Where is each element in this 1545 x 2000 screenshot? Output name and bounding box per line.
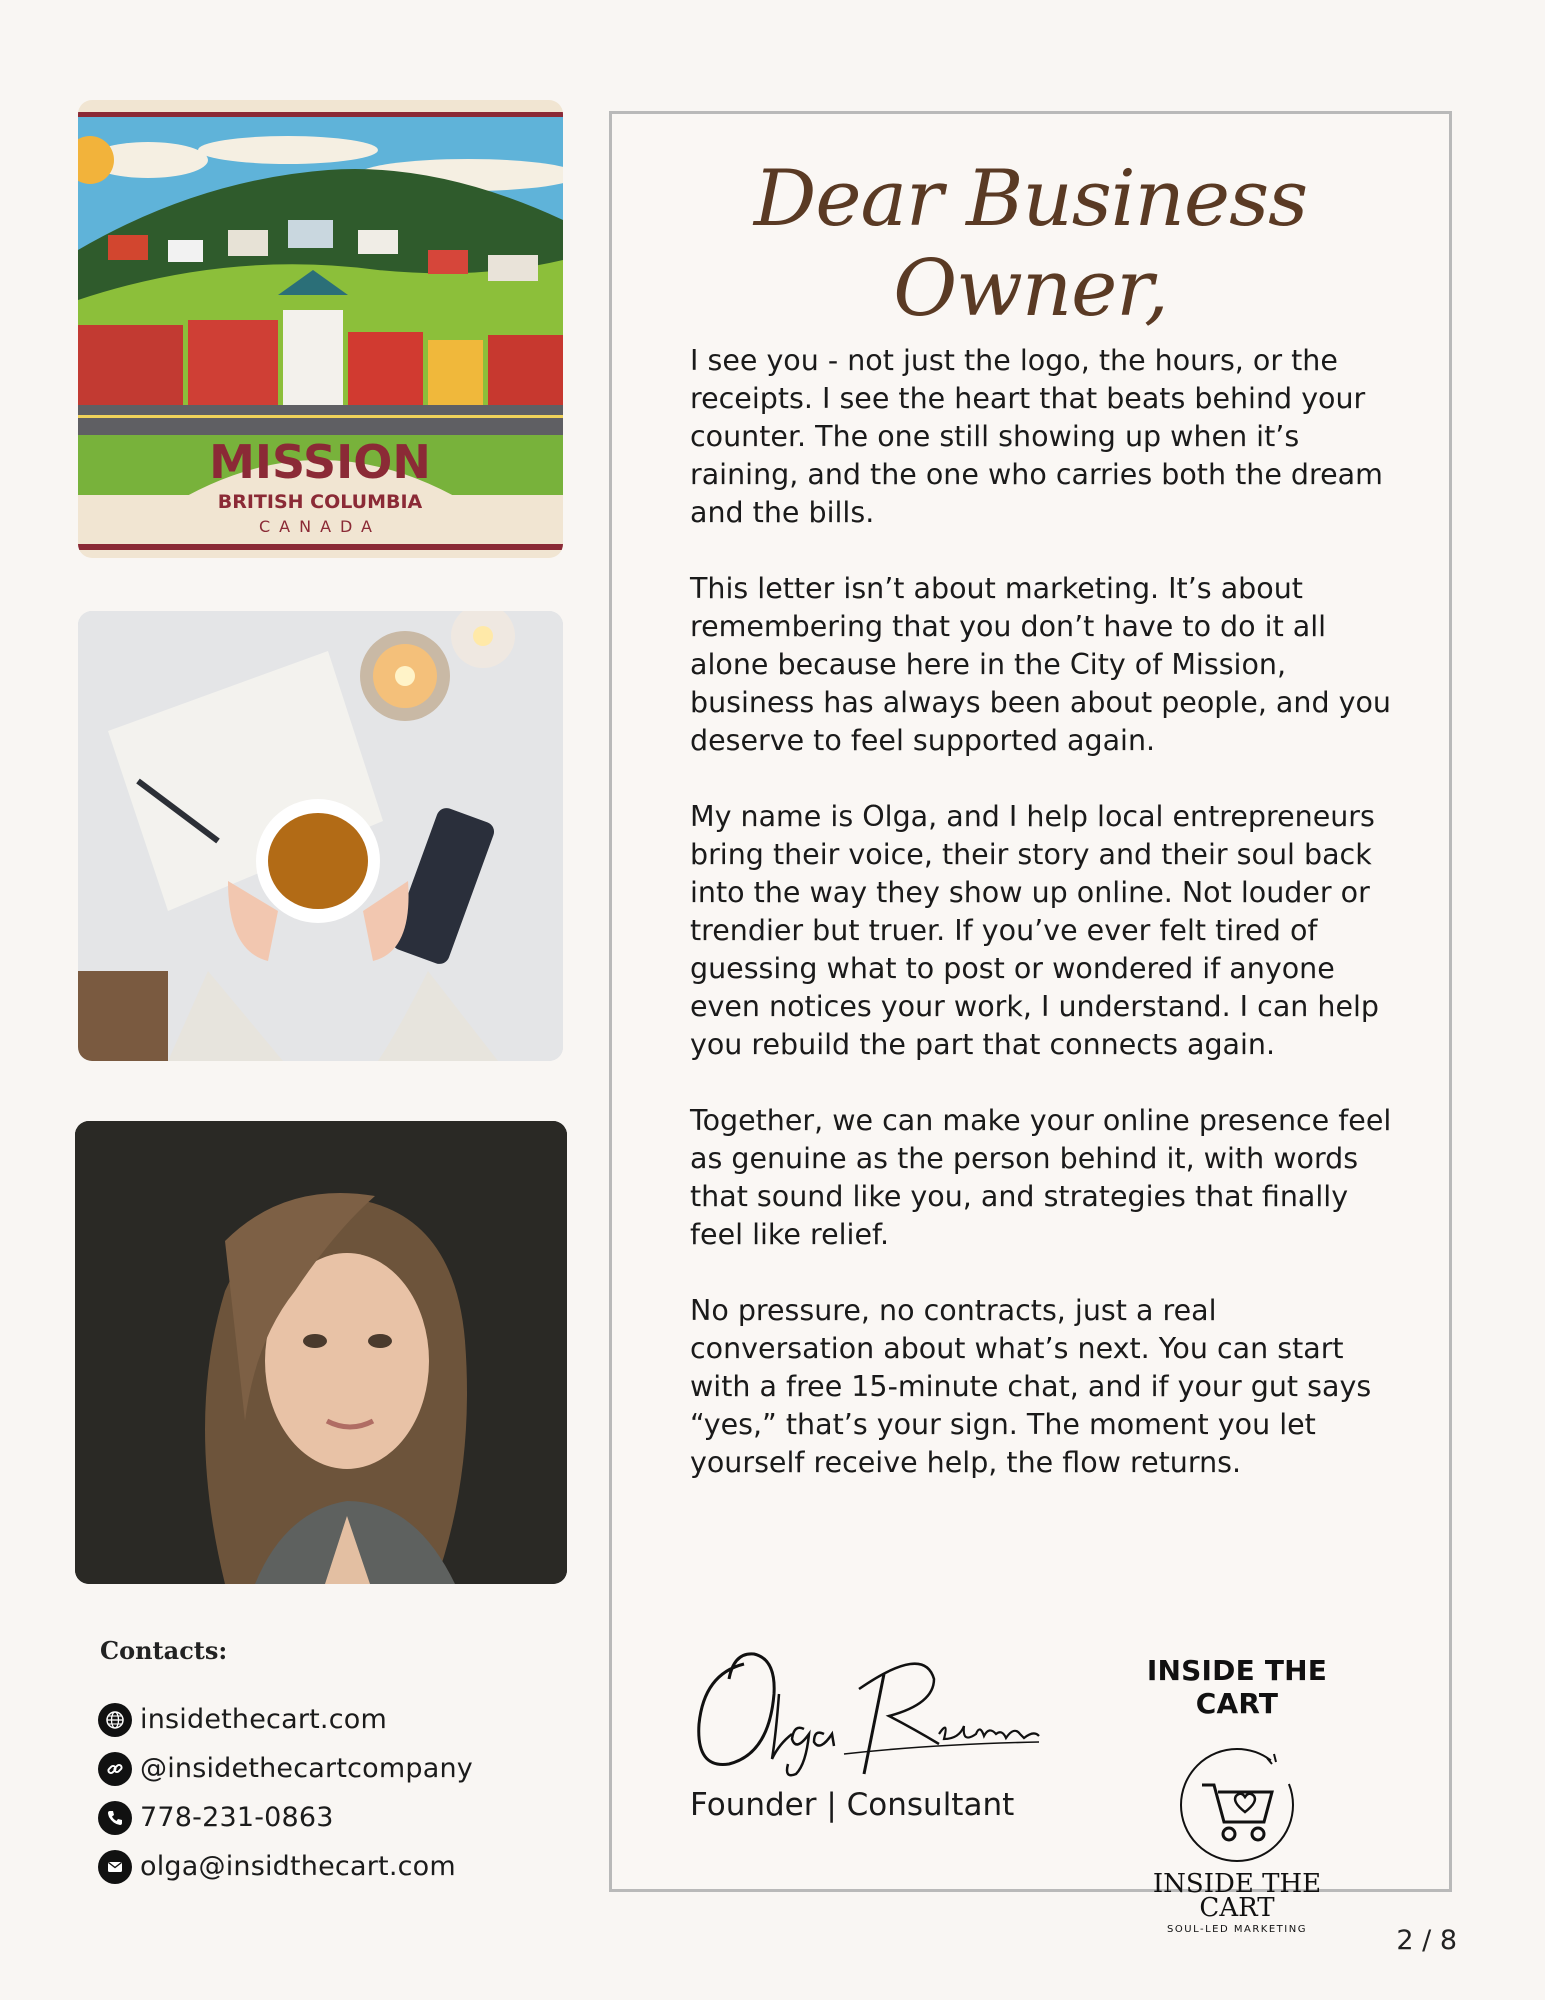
shopping-cart-logo-icon: [1172, 1740, 1302, 1870]
portrait-photo: [75, 1121, 567, 1584]
contact-phone-text: 778-231-0863: [140, 1802, 334, 1833]
contact-website-text: insidethecart.com: [140, 1704, 387, 1735]
phone-icon: [98, 1801, 132, 1835]
brand-heading: INSIDE THE CART: [1146, 1654, 1328, 1720]
brand-tagline: SOUL-LED MARKETING: [1167, 1924, 1307, 1935]
handwritten-signature: [684, 1634, 1044, 1784]
contact-website[interactable]: [98, 1695, 518, 1744]
contact-social-text: @insidethecartcompany: [140, 1753, 473, 1784]
contacts-section: [98, 1636, 518, 1891]
postcard-title: MISSION: [209, 435, 431, 489]
link-icon: [98, 1752, 132, 1786]
contact-phone[interactable]: [98, 1793, 518, 1842]
letter-paragraph: This letter isn’t about marketing. It’s about remembering that you don’t have to do it all alone because here in the City of Mission, business has always been about people, and you deserve to feel supported again.: [690, 572, 1391, 757]
postcard-country: CANADA: [258, 517, 382, 536]
letter-paragraph: Together, we can make your online presence feel as genuine as the person behind it, with words that sound like you, and strategies that finally feel like relief.: [690, 1104, 1392, 1251]
brand-block: [1102, 1654, 1372, 1935]
letter-paragraph: My name is Olga, and I help local entrepreneurs bring their voice, their story and their soul back into the way they show up online. Not louder or trendier but truer. If you’ve ever felt tired of guessing what to post or wondered if anyone even notices your work, I understand. I can help you rebuild the part that connects again.: [690, 800, 1380, 1061]
brand-name-line1: INSIDE THE: [1152, 1869, 1322, 1899]
mission-postcard-image: [78, 100, 563, 558]
signer-role: Founder | Consultant: [690, 1787, 1015, 1823]
postcard-region: BRITISH COLUMBIA: [217, 491, 423, 513]
letter-panel: [609, 111, 1452, 1935]
contact-email[interactable]: [98, 1842, 518, 1891]
contact-social[interactable]: [98, 1744, 518, 1793]
contact-email-text: olga@insidthecart.com: [140, 1851, 456, 1882]
globe-icon: [98, 1703, 132, 1737]
coffee-photo: [78, 611, 563, 1061]
letter-body: [690, 342, 1400, 1520]
brand-name-line2: CART: [1199, 1893, 1275, 1923]
contacts-title: Contacts:: [100, 1636, 228, 1665]
letter-greeting: Dear Business Owner,: [753, 154, 1308, 334]
mail-icon: [98, 1850, 132, 1884]
letter-paragraph: I see you - not just the logo, the hours, or the receipts. I see the heart that beats behind your counter. The one still showing up when it’s raining, and the one who carries both the dream and the bills.: [690, 344, 1383, 529]
letter-paragraph: No pressure, no contracts, just a real conversation about what’s next. You can start with a free 15-minute chat, and if your gut says “yes,” that’s your sign. The moment you let yourself receive help, the flow returns.: [690, 1294, 1372, 1479]
page-number: 2 / 8: [1396, 1925, 1457, 1956]
brand-name: [1102, 1869, 1372, 1923]
